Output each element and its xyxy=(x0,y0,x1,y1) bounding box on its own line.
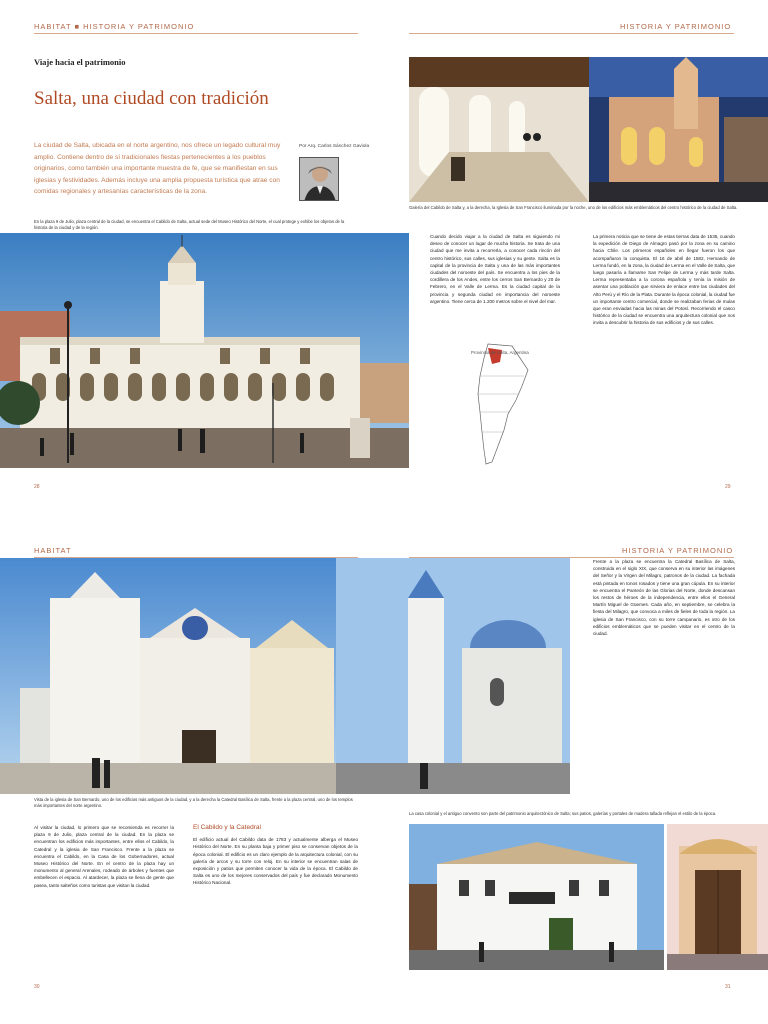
gallery-and-church-photo xyxy=(409,57,768,202)
page-number-right: 29 xyxy=(725,484,731,490)
body-paragraph: Frente a la plaza se encuentra la Catedral Basílica de Salta, construida en el siglo XIX, que conserva en su interior las imágenes del Señor y la Virgen del Milagro, patronos de la ciudad. La fachada está pintada en tonos rosados y tiene una gran cúpula. En su interior se encuentra el Panteón de las Glorias del Norte, donde descansan los restos de héroes de la independencia, entre ellos el General Martín Miguel de Güemes. Cada año, en septiembre, se celebra la fiesta del Milagro, que convoca a miles de fieles de toda la región. La iglesia de San Francisco, con su torre campanario, es otro de los edificios emblemáticos que se pueden visitar en el centro de la ciudad. xyxy=(593,559,735,637)
body-column-left xyxy=(34,824,174,890)
gallery-photo-caption: Galería del Cabildo de Salta y, a la derecha, la Iglesia de San Francisco iluminada por la noche, uno de los edificios más emblemáticos del centro histórico de la ciudad de Salta. xyxy=(409,205,738,210)
main-photo-caption: En la plaza 9 de Julio, plaza central de la ciudad, se encuentra el Cabildo de Salta, actual sede del Museo Histórico del Norte, el cual protege y exhibe los objetos de la historia de la ciudad y de la región. xyxy=(34,219,345,230)
page-number-left: 28 xyxy=(34,484,40,490)
spread-gap xyxy=(0,500,768,524)
argentina-map xyxy=(458,340,546,468)
body-paragraph: Cuando decido viajar a la ciudad de Salta es siguiendo mi deseo de conocer un lugar de mucha historia. Se trata de una ciudad que me invita a recorrerla, a conocer cada rincón del centro histórico, sus calles, sus iglesias y su gente. Salta es la capital de la provincia de Salta y una de las más importantes ciudades del noroeste del país. Se encuentra a los pies de la cordillera de los Andes, entre los cerros San Bernardo y 20 de Febrero, en el Valle de Lerma. Es la ciudad capital de la provincia y segunda ciudad en importancia del noroeste argentino. Tiene cerca de 1.200 metros sobre el nivel del mar. xyxy=(430,234,560,304)
cabildo-photo xyxy=(0,233,409,468)
running-header-right: HISTORIA Y PATRIMONIO xyxy=(620,22,732,31)
running-header-right: HISTORIA Y PATRIMONIO xyxy=(622,546,734,555)
colonial-photo-caption: La casa colonial y el antiguo convento son parte del patrimonio arquitectónico de Salta; sus patios, galerías y portales de madera tallada reflejan el estilo de la época. xyxy=(409,811,717,816)
article-title: Salta, una ciudad con tradición xyxy=(34,88,269,109)
top-spread xyxy=(0,0,768,500)
carved-door-photo xyxy=(667,824,768,970)
header-rule xyxy=(34,33,358,34)
body-paragraph: La primera noticia que se tiene de estas tierras data de 1535, cuando la expedición de Diego de Almagro pasó por la zona en su camino hacia Chile. Los primeros españoles en llegar fueron los que acompañaron la conquista. El 16 de abril de 1582, Hernando de Lerma fundó, en la zona, la ciudad de Lerma en el Valle de Salta, que luego pasaría a llamarse San Felipe de Lerma y más tarde Salta. Lerma representaba a la corona española y tenía la misión de asentar una población que sirviera de enlace entre las ciudades del Alto Perú y el Río de la Plata. Durante la época colonial, la ciudad fue un importante centro comercial, donde se realizaban ferias de mulas que eran enviadas hacia las minas del Potosí. Recorriendo el casco histórico de la ciudad se encuentra una arquitectura colonial que nos invita a descubrir la historia de sus edificios y de sus calles. xyxy=(593,234,735,326)
churches-photo xyxy=(0,558,570,794)
article-kicker: Viaje hacia el patrimonio xyxy=(34,57,126,67)
author-credit: Por Arq. Carlos Sánchez Gaviola xyxy=(299,144,370,149)
author-portrait xyxy=(299,157,339,201)
body-paragraph: Al visitar la ciudad, lo primero que se recomienda es recorrer la plaza 9 de Julio, plaza central de la ciudad. En la plaza se encuentran los edificios más importantes, entre ellos el Cabildo, la Catedral y la iglesia de San Francisco. Frente a la plaza se encuentra el Cabildo, en la Casa de los Gobernadores, actual Museo Histórico del Norte. En el centro de la plaza hay un monumento al general Arenales, rodeado de árboles y fuentes que embellecen el espacio. Al atardecer, la plaza se llena de gente que pasea, tanto salteños como turistas que visitan la ciudad. xyxy=(34,825,174,888)
colonial-house-photo xyxy=(409,824,664,970)
body-column-right xyxy=(593,233,735,328)
running-header-left: HABITAT xyxy=(34,546,72,555)
churches-photo-caption: Vista de la iglesia de San Bernardo, uno de los edificios más antiguos de la ciudad, y a la derecha la Catedral Basílica de Salta, frente a la plaza central, uno de los templos más importantes del norte argentino. xyxy=(34,797,353,808)
page-number-right: 31 xyxy=(725,984,731,990)
article-lead: La ciudad de Salta, ubicada en el norte argentino, nos ofrece un legado cultural muy amplio. Contiene dentro de sí tradicionales fiestas pertenecientes a los pueblos originarios, como también una importante muestra de fe, que se manifiestan en sus iglesias y festividades. Además incluye una amplia propuesta turística que atrae con comidas regionales y artesanías características de la zona. xyxy=(34,142,281,195)
bottom-spread xyxy=(0,524,768,1024)
body-column-mid xyxy=(430,233,560,306)
body-column-right xyxy=(593,558,735,638)
section-heading: El Cabildo y la Catedral xyxy=(193,824,261,831)
map-label: Provincia de Salta, Argentina xyxy=(471,350,529,355)
running-header-left: HABITAT ■ HISTORIA Y PATRIMONIO xyxy=(34,22,195,31)
body-column-mid xyxy=(193,824,358,888)
header-rule xyxy=(409,33,734,34)
body-paragraph: El edificio actual del Cabildo data de 1783 y actualmente alberga el Museo Histórico del Norte. En su planta baja y primer piso se conservan objetos de la época colonial. El edificio es un claro ejemplo de la arquitectura colonial, con su galería de arcos y su torre con reloj. En su interior se encuentran salas de exposición y patios que permiten conocer la vida de la época. El Cabildo de Salta es uno de los mejores conservados del país y fue declarado Monumento Histórico Nacional. xyxy=(193,837,358,886)
page-number-left: 30 xyxy=(34,984,40,990)
